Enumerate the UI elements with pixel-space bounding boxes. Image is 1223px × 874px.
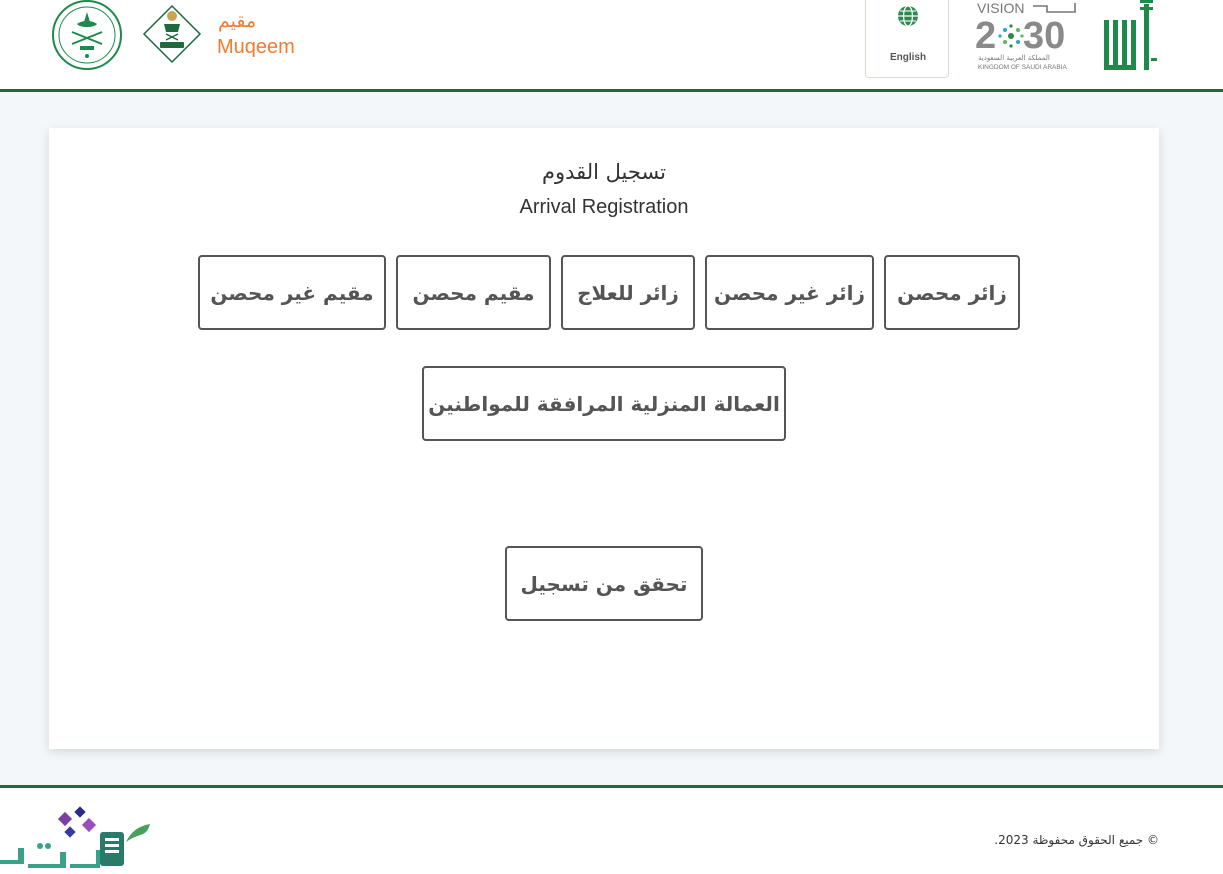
svg-text:2: 2 <box>975 15 997 57</box>
site-header <box>0 0 1223 89</box>
vision-2030-logo <box>975 0 1085 72</box>
copyright-text: © جميع الحقوق محفوظة 2023. <box>994 833 1159 847</box>
header-divider <box>0 89 1223 92</box>
verify-registration-button[interactable]: تحقق من تسجيل <box>505 546 703 621</box>
vaccinated-resident-button[interactable]: مقيم محصن <box>396 255 551 330</box>
svg-text:المملكة العربية السعودية: المملكة العربية السعودية <box>978 54 1050 62</box>
globe-icon <box>896 4 920 28</box>
unvaccinated-visitor-button[interactable]: زائر غير محصن <box>705 255 874 330</box>
language-switch-button[interactable] <box>865 0 949 78</box>
vision-dots <box>998 24 1023 47</box>
saudi-emblem-logo <box>50 0 125 70</box>
svg-text:30: 30 <box>1023 15 1066 57</box>
language-switch-label: English <box>889 52 927 63</box>
page-title-english: Arrival Registration <box>519 196 689 218</box>
site-footer <box>0 788 1223 874</box>
domestic-workers-button[interactable]: العمالة المنزلية المرافقة للمواطنين <box>422 366 786 441</box>
brand-name-arabic: مقيم <box>218 10 257 32</box>
unvaccinated-resident-button[interactable]: مقيم غير محصن <box>198 255 386 330</box>
svg-text:VISION: VISION <box>977 0 1025 16</box>
page-title-arabic: تسجيل القدوم <box>541 160 667 184</box>
svg-text:KINGDOM OF SAUDI ARABIA: KINGDOM OF SAUDI ARABIA <box>978 64 1067 71</box>
absher-logo <box>1100 0 1160 72</box>
brand-name-english: Muqeem <box>217 36 295 58</box>
moi-emblem-logo <box>138 2 206 64</box>
vaccinated-visitor-button[interactable]: زائر محصن <box>884 255 1020 330</box>
treatment-visitor-button[interactable]: زائر للعلاج <box>561 255 695 330</box>
watermark-logo <box>0 802 152 874</box>
